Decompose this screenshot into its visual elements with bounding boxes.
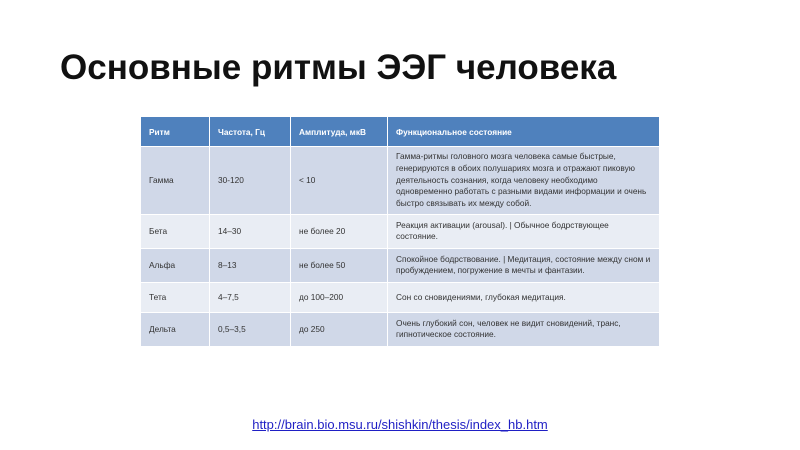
table-row: [141, 312, 659, 346]
header-frequency: Частота, Гц: [210, 117, 291, 147]
cell-functional-state: Сон со сновидениями, глубокая медитация.: [388, 282, 660, 312]
cell-frequency: 4–7,5: [210, 282, 291, 312]
table-row: [141, 147, 659, 215]
table-header-row: [141, 117, 659, 147]
cell-rhythm: Тета: [141, 282, 210, 312]
table-row: [141, 248, 659, 282]
cell-amplitude: до 100–200: [291, 282, 388, 312]
cell-frequency: 8–13: [210, 248, 291, 282]
slide-title: Основные ритмы ЭЭГ человека: [60, 48, 617, 87]
header-amplitude: Амплитуда, мкВ: [291, 117, 388, 147]
cell-amplitude: не более 50: [291, 248, 388, 282]
header-functional-state: Функциональное состояние: [388, 117, 660, 147]
cell-rhythm: Дельта: [141, 312, 210, 346]
cell-rhythm: Гамма: [141, 147, 210, 215]
eeg-rhythms-table: [141, 117, 659, 347]
cell-amplitude: не более 20: [291, 214, 388, 248]
cell-frequency: 30-120: [210, 147, 291, 215]
cell-frequency: 0,5–3,5: [210, 312, 291, 346]
cell-rhythm: Альфа: [141, 248, 210, 282]
cell-functional-state: Спокойное бодрствование. | Медитация, состояние между сном и пробуждением, погружение в мечты и фантазии.: [388, 248, 660, 282]
cell-frequency: 14–30: [210, 214, 291, 248]
cell-amplitude: < 10: [291, 147, 388, 215]
source-link[interactable]: http://brain.bio.msu.ru/shishkin/thesis/index_hb.htm: [252, 417, 548, 432]
header-rhythm: Ритм: [141, 117, 210, 147]
cell-rhythm: Бета: [141, 214, 210, 248]
cell-functional-state: Гамма-ритмы головного мозга человека самые быстрые, генерируются в обоих полушариях мозга и отражают пиковую деятельность сознания, когда человеку необходимо одновременно работать с разными видами информации и очень быстро связывать их между собой.: [388, 147, 660, 215]
table-row: [141, 214, 659, 248]
cell-functional-state: Реакция активации (arousal). | Обычное бодрствующее состояние.: [388, 214, 660, 248]
cell-functional-state: Очень глубокий сон, человек не видит сновидений, транс, гипнотическое состояние.: [388, 312, 660, 346]
table-row: [141, 282, 659, 312]
cell-amplitude: до 250: [291, 312, 388, 346]
